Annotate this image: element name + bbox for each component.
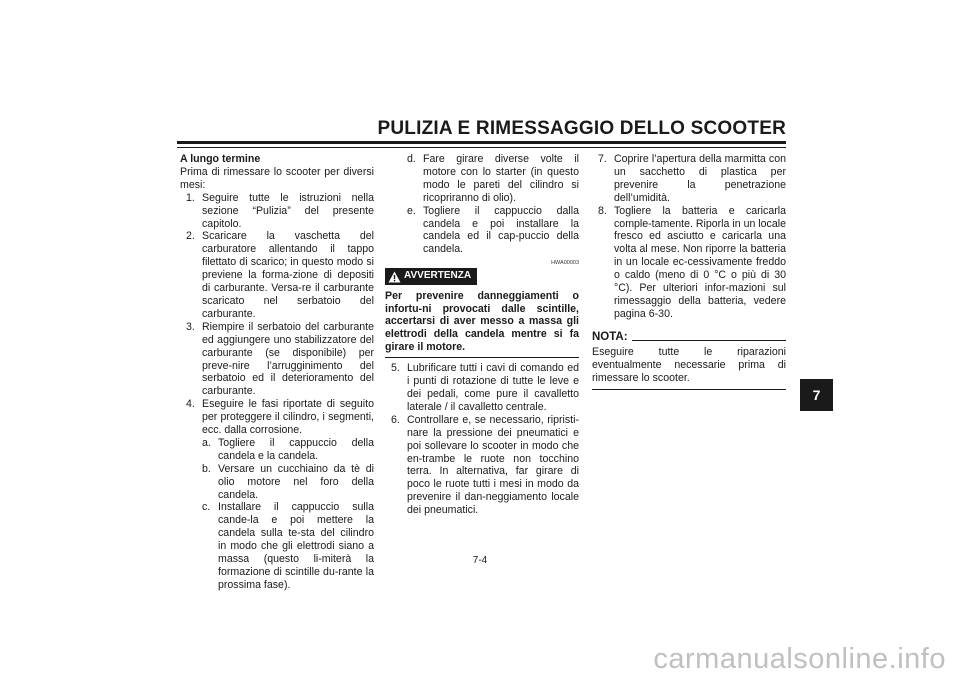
list-text: Coprire l’apertura della marmitta con un sacchetto di plastica per prevenire la penetrazione dell’umidità. [614, 153, 786, 204]
header-rule [177, 141, 786, 144]
page-title: PULIZIA E RIMESSAGGIO DELLO SCOOTER [377, 118, 786, 139]
sub-text: Installare il cappuccio sulla cande-la e poi mettere la candela sulla te-sta del cilindro in modo che gli elettrodi siano a massa (questo li-miterà la formazione di scintille du-rante la prossima fase). [218, 501, 374, 591]
sub-letter: e. [407, 204, 416, 217]
chapter-tab: 7 [800, 379, 833, 411]
list-text: Seguire tutte le istruzioni nella sezione “Pulizia” del presente capitolo. [202, 191, 374, 230]
sub-item [180, 501, 374, 591]
list-number: 6. [391, 413, 400, 426]
section-heading: A lungo termine [180, 153, 261, 165]
nota-end-rule [592, 389, 786, 390]
sub-item [385, 205, 579, 257]
list-text: Togliere la batteria e caricarla comple-tamente. Riporla in un locale fresco ed asciutto e caricarla una volta al mese. Non riporre la batteria in un locale ec-cessivamente freddo o caldo (meno di 0 °C o più di 30 °C). Per ulteriori infor-mazioni sul rimessaggio della batteria, vedere pagina 6-30. [614, 204, 786, 320]
list-number: 1. [186, 191, 195, 204]
list-item [180, 398, 374, 437]
intro-text: Prima di rimessare lo scooter per diversi mesi: [180, 165, 374, 191]
warning-text: Per prevenire danneggiamenti o infortu-ni provocati dalle scintille, accertarsi di aver messo a massa gli elettrodi della candela mentre si fa girare il motore. [385, 289, 579, 354]
list-text: Riempire il serbatoio del carburante ed aggiungere uno stabilizzatore del carburante (se disponibile) per preve-nire l’arrugginimento del serbatoio ed il deterioramento del carburante. [202, 320, 374, 398]
list-number: 4. [186, 398, 195, 411]
nota-label: NOTA: [592, 330, 628, 343]
nota-header [592, 331, 786, 344]
list-number: 7. [598, 153, 607, 165]
warning-triangle-icon [388, 271, 401, 283]
page-number: 7-4 [472, 555, 488, 566]
header-rule-thin [177, 147, 786, 148]
list-number: 3. [186, 320, 195, 333]
warning-code: HWA00003 [551, 260, 579, 267]
list-text: Scaricare la vaschetta del carburatore allentando il tappo filettato di scarico; in questo modo si previene la forma-zione di depositi di carburante. Versa-re il carburante scaricato nel serbatoio del carburante. [202, 230, 374, 320]
sub-text: Togliere il cappuccio della candela e la candela. [218, 436, 374, 462]
sub-letter: b. [202, 462, 211, 475]
sub-item [180, 437, 374, 463]
list-item [385, 362, 579, 414]
sub-text: Togliere il cappuccio dalla candela e poi installare la candela ed il cap-puccio della candela. [423, 204, 579, 256]
warning-badge [385, 268, 477, 285]
column-3 [592, 153, 786, 390]
nota-rule [632, 340, 786, 341]
list-text: Lubrificare tutti i cavi di comando ed i punti di rotazione di tutte le leve e dei pedali, come pure il cavalletto laterale / il cavalletto centrale. [407, 362, 579, 413]
sub-text: Versare un cucchiaino da tè di olio motore nel foro della candela. [218, 462, 374, 501]
list-text: Eseguire le fasi riportate di seguito per proteggere il cilindro, i segmenti, ecc. dalla corrosione. [202, 398, 374, 437]
list-item [385, 414, 579, 517]
sub-item [385, 153, 579, 205]
watermark: carmanualsonline.info [653, 643, 946, 675]
list-item [592, 205, 786, 321]
sub-item [180, 463, 374, 502]
list-number: 2. [186, 230, 195, 243]
sub-letter: a. [202, 436, 211, 449]
sub-letter: c. [202, 501, 211, 514]
list-item [180, 192, 374, 231]
column-1 [180, 153, 374, 592]
nota-text: Eseguire tutte le riparazioni eventualmente necessarie prima di rimessare lo scooter. [592, 345, 786, 384]
warning-label: AVVERTENZA [404, 270, 472, 282]
sub-text: Fare girare diverse volte il motore con lo starter (in questo modo le pareti del cilindro si ricopriranno di olio). [423, 153, 579, 204]
list-item [592, 153, 786, 205]
list-number: 8. [598, 204, 607, 217]
column-2 [385, 153, 579, 517]
list-item [180, 321, 374, 398]
sub-letter: d. [407, 153, 416, 165]
list-number: 5. [391, 362, 400, 375]
warning-rule [385, 357, 579, 358]
list-text: Controllare e, se necessario, ripristi-nare la pressione dei pneumatici e poi sollevare lo scooter in modo che en-trambe le ruote non tocchino terra. In alternativa, far girare di poco le ruote tutti i mesi in modo da prevenire il dan-neggiamento locale dei pneumatici. [407, 413, 579, 517]
list-item [180, 230, 374, 320]
